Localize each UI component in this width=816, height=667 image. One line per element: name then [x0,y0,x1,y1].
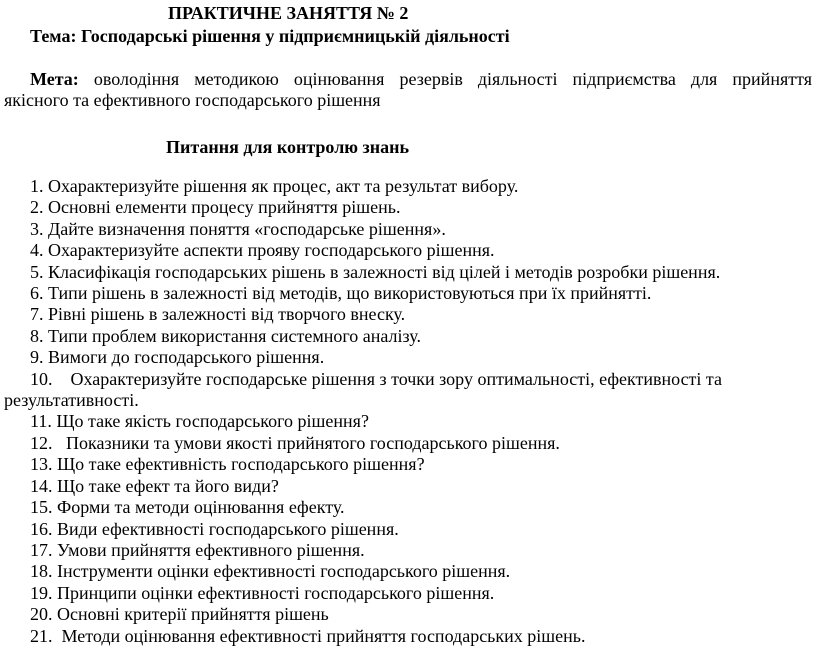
question-number: 17. [30,539,53,560]
goal-text-line-1: оволодіння методикою оцінювання резервів діяльності підприємства для прийняття [93,69,813,89]
question-text: Принципи оцінки ефективності господарського рішення. [57,582,495,603]
question-number: 18. [30,561,53,582]
question-text: Види ефективності господарського рішення. [57,518,399,539]
question-number: 9. [30,347,44,368]
page-title: ПРАКТИЧНЕ ЗАНЯТТЯ № 2 [168,3,409,23]
question-text: Рівні рішень в залежності від творчого внеску. [48,304,406,325]
question-number: 2. [30,197,44,218]
goal-text-line-2: якісного та ефективного господарського рішення [4,90,381,110]
question-number: 16. [30,518,53,539]
question-number: 8. [30,325,44,346]
questions-list [4,176,812,647]
question-number: 1. [30,176,44,196]
question-text: Основні критерії прийняття рішень [57,604,329,625]
question-text: Класифікація господарських рішень в залежності від цілей і методів розробки рішення. [48,261,721,282]
question-text: Що таке якість господарського рішення? [56,411,369,432]
question-item [4,604,812,625]
question-number: 14. [30,475,53,496]
question-item [4,347,812,368]
question-item [4,411,812,432]
question-item [4,497,812,518]
question-number: 7. [30,304,44,325]
question-number: 4. [30,240,44,261]
question-text: Типи рішень в залежності від методів, що використовуються при їх прийнятті. [48,283,652,304]
question-item [4,433,812,454]
question-item [4,304,812,325]
question-item [4,262,812,283]
question-number: 6. [30,283,44,304]
question-item [4,219,812,240]
question-text: Методи оцінювання ефективності прийняття господарських рішень. [52,625,586,646]
question-item [4,240,812,261]
question-text: Охарактеризуйте рішення як процес, акт та результат вибору. [48,176,519,196]
question-text: Інструменти оцінки ефективності господарського рішення. [57,561,511,582]
question-item [4,519,812,540]
section-title: Питання для контролю знань [166,137,410,157]
question-text: Охарактеризуйте аспекти прояву господарського рішення. [48,240,495,261]
question-number: 13. [30,454,53,475]
question-text: Типи проблем використання системного аналізу. [48,325,421,346]
question-item [4,326,812,347]
question-text: Умови прийняття ефективного рішення. [57,539,365,560]
question-item [4,176,812,197]
question-text: Основні елементи процесу прийняття рішень. [48,197,401,218]
question-text: Дайте визначення поняття «господарське рішення». [48,218,446,239]
question-text: Що таке ефект та його види? [57,475,279,496]
question-number: 10. [30,368,53,389]
question-text: Показники та умови якості прийнятого господарського рішення. [52,432,560,453]
topic-heading: Тема: Господарські рішення у підприємницькій діяльності [30,26,510,46]
question-item [4,283,812,304]
question-item [4,454,812,475]
question-text: Форми та методи оцінювання ефекту. [57,497,345,518]
goal-label: Мета: [30,69,79,89]
question-number: 19. [30,582,53,603]
question-number: 3. [30,218,44,239]
question-text: Що таке ефективність господарського рішення? [57,454,425,475]
question-item [4,626,812,647]
question-item [4,561,812,582]
goal-line-1 [4,69,812,90]
question-number: 21. [30,625,53,646]
question-text: Охарактеризуйте господарське рішення з точки зору оптимальності, ефективності та [52,368,722,389]
question-number: 20. [30,604,53,625]
question-number: 11. [30,411,52,432]
question-item [4,476,812,497]
question-item [4,369,812,412]
question-item [4,583,812,604]
question-number: 15. [30,497,53,518]
question-number: 12. [30,432,53,453]
question-item [4,540,812,561]
question-item [4,197,812,218]
goal-paragraph [4,69,812,111]
question-text: Вимоги до господарського рішення. [48,347,325,368]
question-text-continuation: результативності. [4,390,139,411]
question-number: 5. [30,261,44,282]
